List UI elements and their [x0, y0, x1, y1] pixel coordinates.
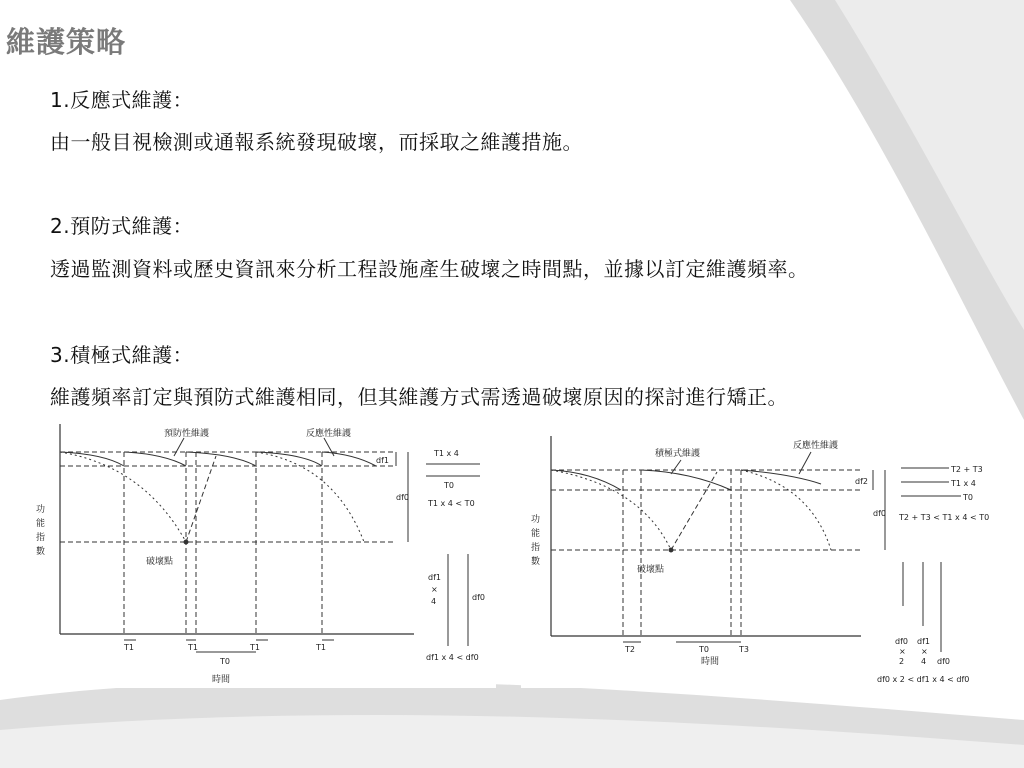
ylabel-char-4: 數	[531, 557, 541, 567]
t1-label-4: T1	[316, 643, 326, 652]
ylabel-char-4: 數	[36, 547, 46, 557]
df0-label: df0	[873, 509, 886, 518]
t1-label-2: T1	[188, 643, 198, 652]
section-2-heading: 2.預防式維護：	[50, 214, 194, 238]
legend-ineq-df: df1 x 4 < df0	[426, 653, 479, 662]
ylabel-char-1: 功	[36, 505, 46, 515]
ylabel-char-3: 指	[36, 533, 46, 543]
legend-df0: df0	[472, 593, 485, 602]
ylabel-char-3: 指	[531, 543, 541, 553]
legend-ineq-df: df0 x 2 < df1 x 4 < df0	[877, 675, 970, 684]
label-reactive: 反應性維護	[793, 441, 839, 451]
legend-2: 2	[899, 657, 905, 666]
t1-label-3: T1	[250, 643, 260, 652]
df2-label: df2	[855, 477, 868, 486]
legend-df1: df1	[917, 637, 930, 646]
legend-t0: T0	[963, 493, 973, 502]
section-3-heading: 3.積極式維護：	[50, 343, 194, 367]
df1-label: df1	[376, 456, 389, 465]
label-proactive: 積極式維護	[655, 449, 701, 459]
ylabel-char-1: 功	[531, 515, 541, 525]
xlabel: 時間	[212, 675, 231, 685]
legend-times: ×	[431, 585, 438, 594]
xlabel: 時間	[701, 657, 720, 667]
t2-label: T2	[625, 645, 635, 654]
df0-label: df0	[396, 493, 409, 502]
legend-4: 4	[921, 657, 927, 666]
legend-t2t3: T2 + T3	[951, 465, 983, 474]
legend-t0: T0	[444, 481, 454, 490]
t3-label: T3	[739, 645, 749, 654]
legend-ineq-t: T2 + T3 < T1 x 4 < T0	[899, 513, 990, 522]
legend-df0-2: df0	[937, 657, 950, 666]
t0-label: T0	[220, 657, 230, 666]
legend-times-2: ×	[921, 647, 928, 656]
t1-label-1: T1	[124, 643, 134, 652]
section-1-body: 由一般目視檢測或通報系統發現破壞，而採取之維護措施。	[50, 130, 583, 154]
legend-times-1: ×	[899, 647, 906, 656]
label-reactive: 反應性維護	[306, 429, 352, 439]
ylabel-char-2: 能	[531, 529, 541, 539]
figure-preventive-maintenance	[24, 416, 496, 688]
failure-point-label: 破壞點	[637, 565, 665, 575]
slide-title: 維護策略	[6, 25, 127, 59]
label-preventive: 預防性維護	[164, 429, 210, 439]
figure-proactive-maintenance	[521, 416, 993, 688]
legend-t1x4: T1 x 4	[951, 479, 976, 488]
legend-ineq-t: T1 x 4 < T0	[428, 499, 475, 508]
section-2-body: 透過監測資料或歷史資訊來分析工程設施產生破壞之時間點，並據以訂定維護頻率。	[50, 257, 809, 281]
legend-df1: df1	[428, 573, 441, 582]
section-3-body: 維護頻率訂定與預防式維護相同，但其維護方式需透過破壞原因的探討進行矯正。	[50, 385, 788, 409]
ylabel-char-2: 能	[36, 519, 46, 529]
legend-t1x4: T1 x 4	[434, 449, 459, 458]
failure-point-label: 破壞點	[146, 557, 174, 567]
legend-df0: df0	[895, 637, 908, 646]
section-1-heading: 1.反應式維護：	[50, 88, 194, 112]
t0-label: T0	[699, 645, 709, 654]
legend-4: 4	[431, 597, 437, 606]
